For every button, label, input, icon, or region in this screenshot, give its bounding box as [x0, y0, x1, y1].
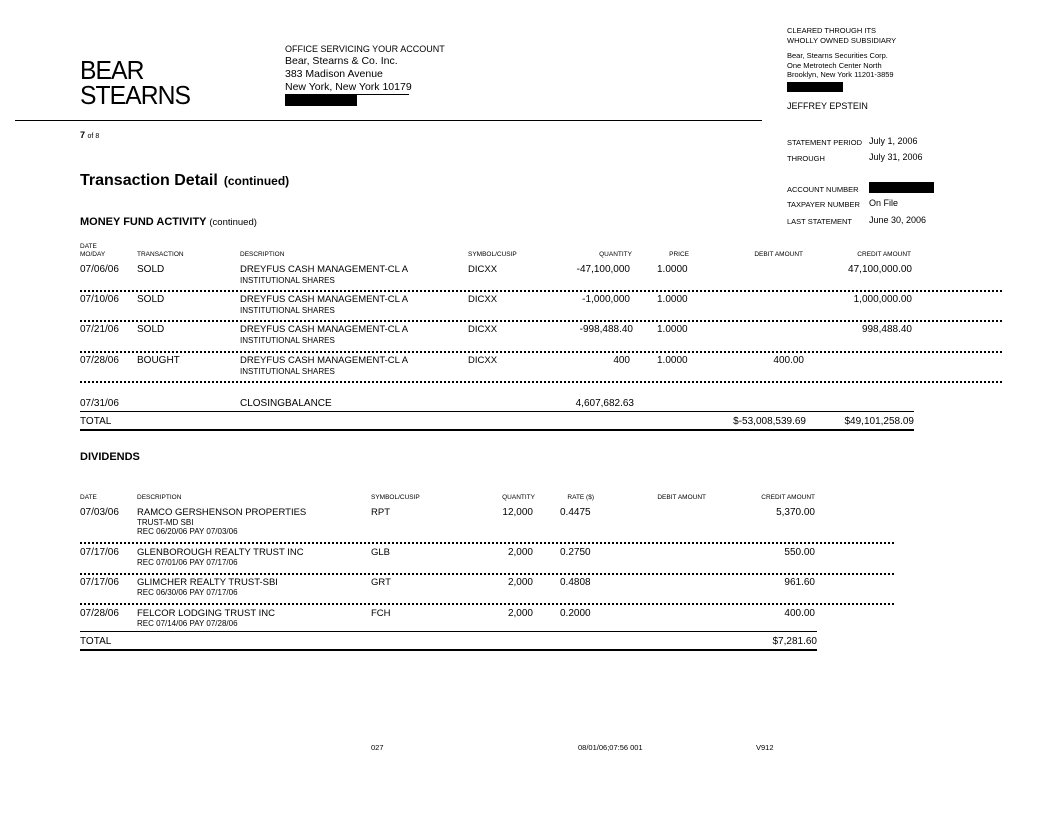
div-symbol: GRT	[371, 577, 391, 588]
div-header-debit: DEBIT AMOUNT	[657, 494, 706, 501]
mf-price: 1.0000	[657, 324, 688, 335]
div-header-description: DESCRIPTION	[137, 494, 182, 501]
money-fund-heading	[80, 216, 257, 228]
div-sub-1: REC 06/30/06 PAY 07/17/06	[137, 588, 238, 597]
mf-description: DREYFUS CASH MANAGEMENT-CL A	[240, 294, 409, 305]
mf-symbol: DICXX	[468, 264, 498, 275]
clearing-city: Brooklyn, New York 11201-3859	[787, 70, 894, 79]
mf-header-debit: DEBIT AMOUNT	[754, 251, 803, 258]
div-sub-1: REC 07/14/06 PAY 07/28/06	[137, 619, 238, 628]
div-date: 07/28/06	[80, 608, 119, 619]
footer-timestamp: 08/01/06;07:56 001	[578, 743, 643, 752]
clearing-firm: Bear, Stearns Securities Corp.	[787, 51, 888, 60]
mf-quantity: -1,000,000	[582, 294, 630, 305]
mf-description: DREYFUS CASH MANAGEMENT-CL A	[240, 264, 409, 275]
div-rate: 0.2000	[560, 608, 591, 619]
div-total-credit: $7,281.60	[772, 636, 817, 647]
mf-quantity: -47,100,000	[576, 264, 630, 275]
closing-label: CLOSINGBALANCE	[240, 398, 332, 409]
mf-date: 07/06/06	[80, 264, 119, 275]
total-bottom-line	[80, 429, 914, 431]
div-symbol: GLB	[371, 547, 391, 558]
div-date: 07/17/06	[80, 577, 119, 588]
mf-credit: 1,000,000.00	[853, 294, 912, 305]
mf-description-2: INSTITUTIONAL SHARES	[240, 276, 335, 285]
statement-period-label: STATEMENT PERIOD	[787, 138, 863, 147]
div-total-label: TOTAL	[80, 636, 112, 647]
title-main: Transaction Detail	[80, 172, 218, 189]
office-label: OFFICE SERVICING YOUR ACCOUNT	[285, 44, 445, 54]
through-value: July 31, 2006	[869, 152, 923, 162]
total-top-line	[80, 411, 914, 412]
div-header-credit: CREDIT AMOUNT	[761, 494, 815, 501]
mf-price: 1.0000	[657, 264, 688, 275]
div-header-quantity: QUANTITY	[502, 494, 535, 501]
div-description: RAMCO GERSHENSON PROPERTIES	[137, 507, 307, 518]
div-description: GLENBOROUGH REALTY TRUST INC	[137, 547, 304, 558]
div-sub-1: TRUST-MD SBI	[137, 518, 194, 527]
taxpayer-value: On File	[869, 198, 899, 208]
mf-price: 1.0000	[657, 294, 688, 305]
clearing-address: One Metrotech Center North	[787, 60, 882, 70]
mf-transaction: BOUGHT	[137, 355, 180, 366]
closing-value: 4,607,682.63	[575, 398, 634, 409]
mf-total-debit: $-53,008,539.69	[733, 416, 806, 427]
last-statement-label: LAST STATEMENT	[787, 217, 853, 226]
mf-date: 07/10/06	[80, 294, 119, 305]
account-number-label: ACCOUNT NUMBER	[787, 185, 859, 194]
div-quantity: 2,000	[507, 577, 533, 588]
footer-code-1: 027	[371, 743, 384, 752]
row-divider	[80, 573, 894, 575]
div-symbol: FCH	[371, 608, 391, 619]
office-block	[285, 43, 445, 109]
account-number-redaction	[869, 182, 934, 193]
mf-symbol: DICXX	[468, 294, 498, 305]
mf-header-description: DESCRIPTION	[240, 251, 285, 258]
mf-date: 07/28/06	[80, 355, 119, 366]
div-date: 07/17/06	[80, 547, 119, 558]
money-fund-heading-cont: (continued)	[209, 217, 257, 228]
title-continued: (continued)	[223, 174, 290, 188]
div-quantity: 2,000	[507, 547, 533, 558]
bear-stearns-logo	[80, 55, 191, 110]
mf-symbol: DICXX	[468, 324, 498, 335]
row-divider	[80, 320, 1002, 322]
redaction-bar	[285, 95, 357, 106]
div-header-symbol: SYMBOL/CUSIP	[371, 494, 420, 501]
div-rate: 0.4475	[560, 507, 591, 518]
mf-credit: 998,488.40	[861, 324, 912, 335]
mf-total-label: TOTAL	[80, 416, 112, 427]
mf-total-credit: $49,101,258.09	[844, 416, 914, 427]
mf-quantity: 400	[613, 355, 630, 366]
through-label: THROUGH	[787, 154, 825, 163]
dividends-heading: DIVIDENDS	[80, 451, 140, 463]
mf-header-price: PRICE	[669, 251, 689, 258]
money-fund-heading-text: MONEY FUND ACTIVITY	[80, 216, 207, 228]
mf-header-date-2: MO/DAY	[80, 251, 106, 258]
row-divider	[80, 542, 894, 544]
logo-line-1: BEAR	[80, 55, 144, 85]
row-divider	[80, 381, 1002, 383]
office-address: 383 Madison Avenue	[285, 68, 383, 80]
mf-quantity: -998,488.40	[579, 324, 633, 335]
clearing-block	[787, 26, 896, 94]
header-divider	[15, 120, 762, 121]
mf-description-2: INSTITUTIONAL SHARES	[240, 336, 335, 345]
div-description: FELCOR LODGING TRUST INC	[137, 608, 275, 619]
mf-price: 1.0000	[657, 355, 688, 366]
mf-transaction: SOLD	[137, 264, 165, 275]
mf-debit: 400.00	[773, 355, 804, 366]
closing-date: 07/31/06	[80, 398, 119, 409]
div-header-date: DATE	[80, 494, 97, 501]
page-indicator	[80, 130, 99, 140]
statement-period-value: July 1, 2006	[869, 136, 918, 146]
mf-description: DREYFUS CASH MANAGEMENT-CL A	[240, 355, 409, 366]
div-sub-1: REC 07/01/06 PAY 07/17/06	[137, 558, 238, 567]
last-statement-value: June 30, 2006	[869, 215, 927, 225]
mf-header-symbol: SYMBOL/CUSIP	[468, 251, 517, 258]
div-header-rate: RATE ($)	[567, 494, 594, 501]
mf-header-date	[80, 243, 105, 259]
mf-symbol: DICXX	[468, 355, 498, 366]
div-quantity: 2,000	[507, 608, 533, 619]
div-credit: 961.60	[784, 577, 815, 588]
div-rate: 0.2750	[560, 547, 591, 558]
row-divider	[80, 351, 1002, 353]
footer-code-2: V912	[756, 743, 774, 752]
mf-header-credit: CREDIT AMOUNT	[857, 251, 911, 258]
page-of: of 8	[87, 133, 100, 140]
mf-header-date-1: DATE	[80, 243, 97, 250]
div-rate: 0.4808	[560, 577, 591, 588]
office-name: Bear, Stearns & Co. Inc.	[285, 55, 398, 67]
div-quantity: 12,000	[502, 507, 533, 518]
mf-date: 07/21/06	[80, 324, 119, 335]
mf-description: DREYFUS CASH MANAGEMENT-CL A	[240, 324, 409, 335]
row-divider	[80, 290, 1002, 292]
div-total-bottom-line	[80, 649, 817, 651]
mf-description-2: INSTITUTIONAL SHARES	[240, 306, 335, 315]
div-credit: 5,370.00	[776, 507, 815, 518]
mf-transaction: SOLD	[137, 324, 165, 335]
row-divider	[80, 603, 894, 605]
div-description: GLIMCHER REALTY TRUST-SBI	[137, 577, 278, 588]
clearing-line-2: WHOLLY OWNED SUBSIDIARY	[787, 35, 897, 45]
div-symbol: RPT	[371, 507, 390, 518]
page-title	[80, 172, 289, 190]
page-number: 7	[80, 130, 86, 140]
clearing-line-1: CLEARED THROUGH ITS	[787, 26, 877, 35]
div-total-top-line	[80, 631, 817, 632]
mf-credit: 47,100,000.00	[848, 264, 912, 275]
logo-line-2: STEARNS	[80, 80, 191, 110]
client-name: JEFFREY EPSTEIN	[787, 101, 868, 111]
mf-description-2: INSTITUTIONAL SHARES	[240, 367, 335, 376]
div-credit: 400.00	[784, 608, 815, 619]
taxpayer-label: TAXPAYER NUMBER	[787, 200, 860, 209]
mf-transaction: SOLD	[137, 294, 165, 305]
mf-header-transaction: TRANSACTION	[137, 251, 184, 258]
office-city: New York, New York 10179	[285, 81, 412, 93]
div-credit: 550.00	[784, 547, 815, 558]
mf-header-quantity: QUANTITY	[599, 251, 632, 258]
div-date: 07/03/06	[80, 507, 119, 518]
div-sub-2: REC 06/20/06 PAY 07/03/06	[137, 527, 238, 536]
redaction-bar	[787, 82, 843, 92]
